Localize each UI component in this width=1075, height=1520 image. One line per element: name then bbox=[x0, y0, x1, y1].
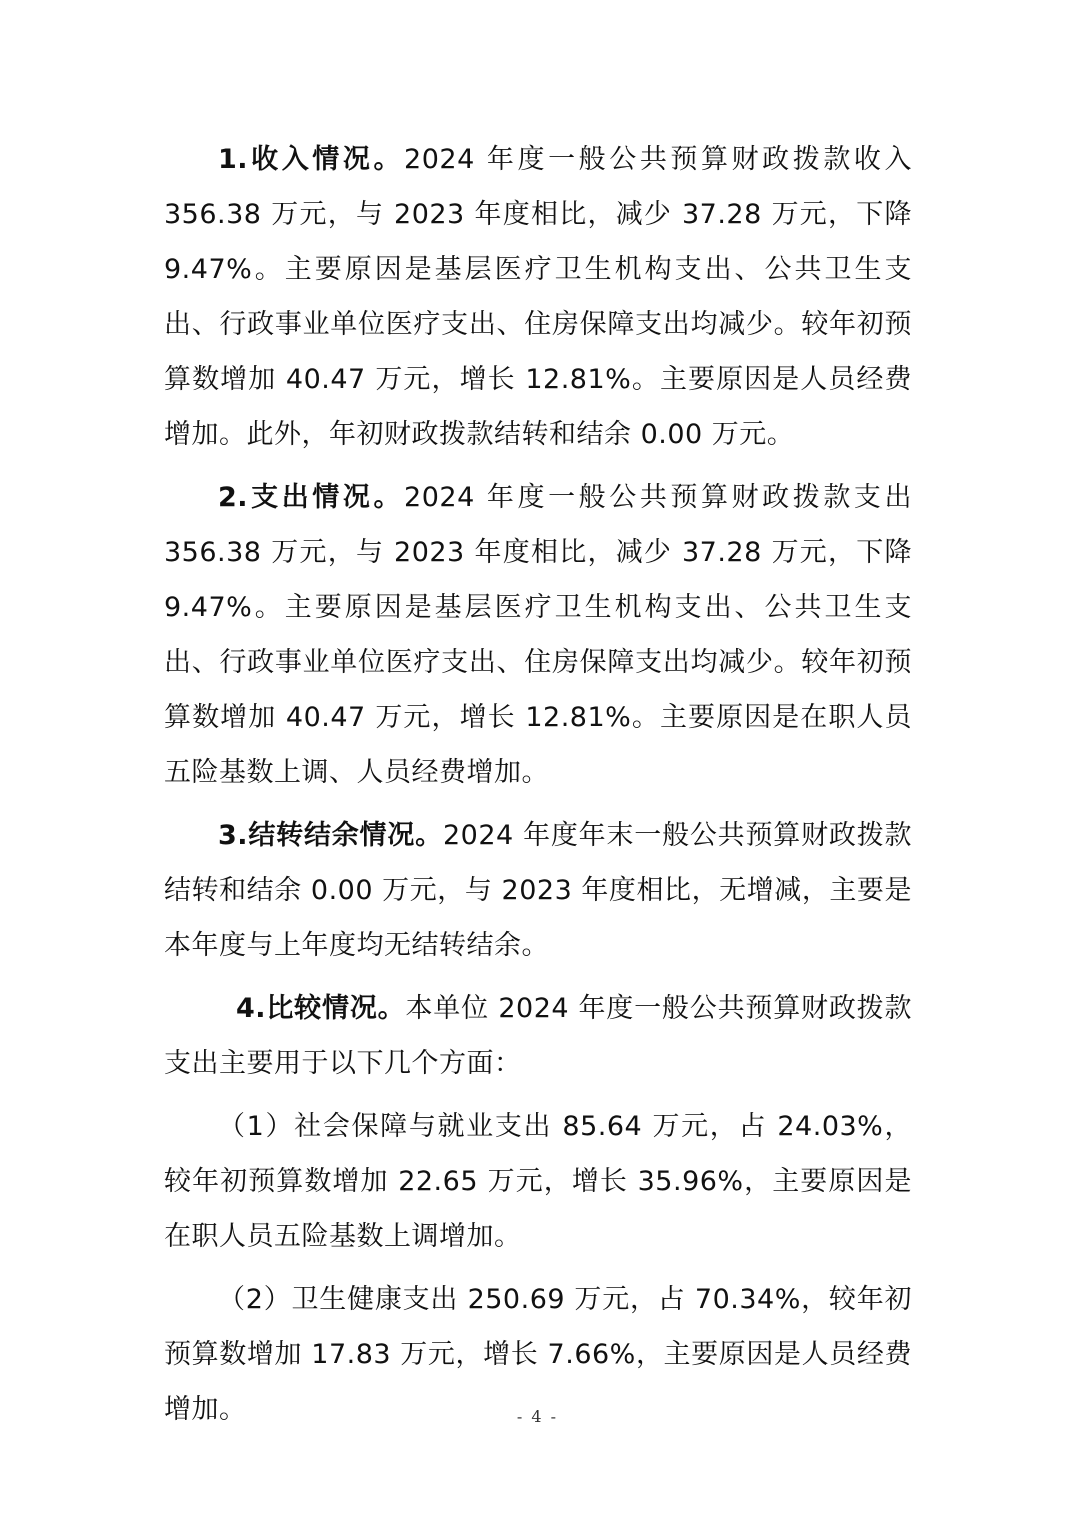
text-expenditure: 2024 年度一般公共预算财政拨款支出 356.38 万元，与 2023 年度相比，减少 37.28 万元，下降 9.47%。主要原因是基层医疗卫生机构支出、公共卫生支出、行政事业单位医疗支出、住房保障支出均减少。较年初预算数增加 40.47 万元，增长 12.81%。主要原因是在职人员五险基数上调、人员经费增加。 bbox=[164, 482, 913, 788]
heading-income: 1.收入情况。 bbox=[218, 144, 405, 175]
text-item-health: （2）卫生健康支出 250.69 万元，占 70.34%，较年初预算数增加 17.83 万元，增长 7.66%，主要原因是人员经费增加。 bbox=[164, 1284, 912, 1425]
heading-expenditure: 2.支出情况。 bbox=[218, 482, 405, 513]
document-body bbox=[164, 132, 912, 1445]
text-item-social-security: （1）社会保障与就业支出 85.64 万元，占 24.03%，较年初预算数增加 22.65 万元，增长 35.96%，主要原因是在职人员五险基数上调增加。 bbox=[164, 1111, 912, 1252]
heading-carryover: 3.结转结余情况。 bbox=[218, 820, 443, 851]
heading-comparison: 4.比较情况。 bbox=[236, 993, 406, 1024]
paragraph-comparison bbox=[164, 981, 912, 1091]
page-number: - 4 - bbox=[516, 1407, 559, 1426]
paragraph-income bbox=[164, 132, 912, 462]
paragraph-expenditure bbox=[164, 470, 912, 800]
text-income: 2024 年度一般公共预算财政拨款收入 356.38 万元，与 2023 年度相比，减少 37.28 万元，下降 9.47%。主要原因是基层医疗卫生机构支出、公共卫生支出、行政事业单位医疗支出、住房保障支出均减少。较年初预算数增加 40.47 万元，增长 12.81%。主要原因是人员经费增加。此外，年初财政拨款结转和结余 0.00 万元。 bbox=[164, 144, 913, 450]
text-carryover: 2024 年度年末一般公共预算财政拨款结转和结余 0.00 万元，与 2023 年度相比，无增减，主要是本年度与上年度均无结转结余。 bbox=[164, 820, 912, 961]
paragraph-carryover bbox=[164, 808, 912, 973]
paragraph-item-social-security bbox=[164, 1099, 912, 1264]
text-comparison: 本单位 2024 年度一般公共预算财政拨款支出主要用于以下几个方面： bbox=[164, 993, 912, 1079]
